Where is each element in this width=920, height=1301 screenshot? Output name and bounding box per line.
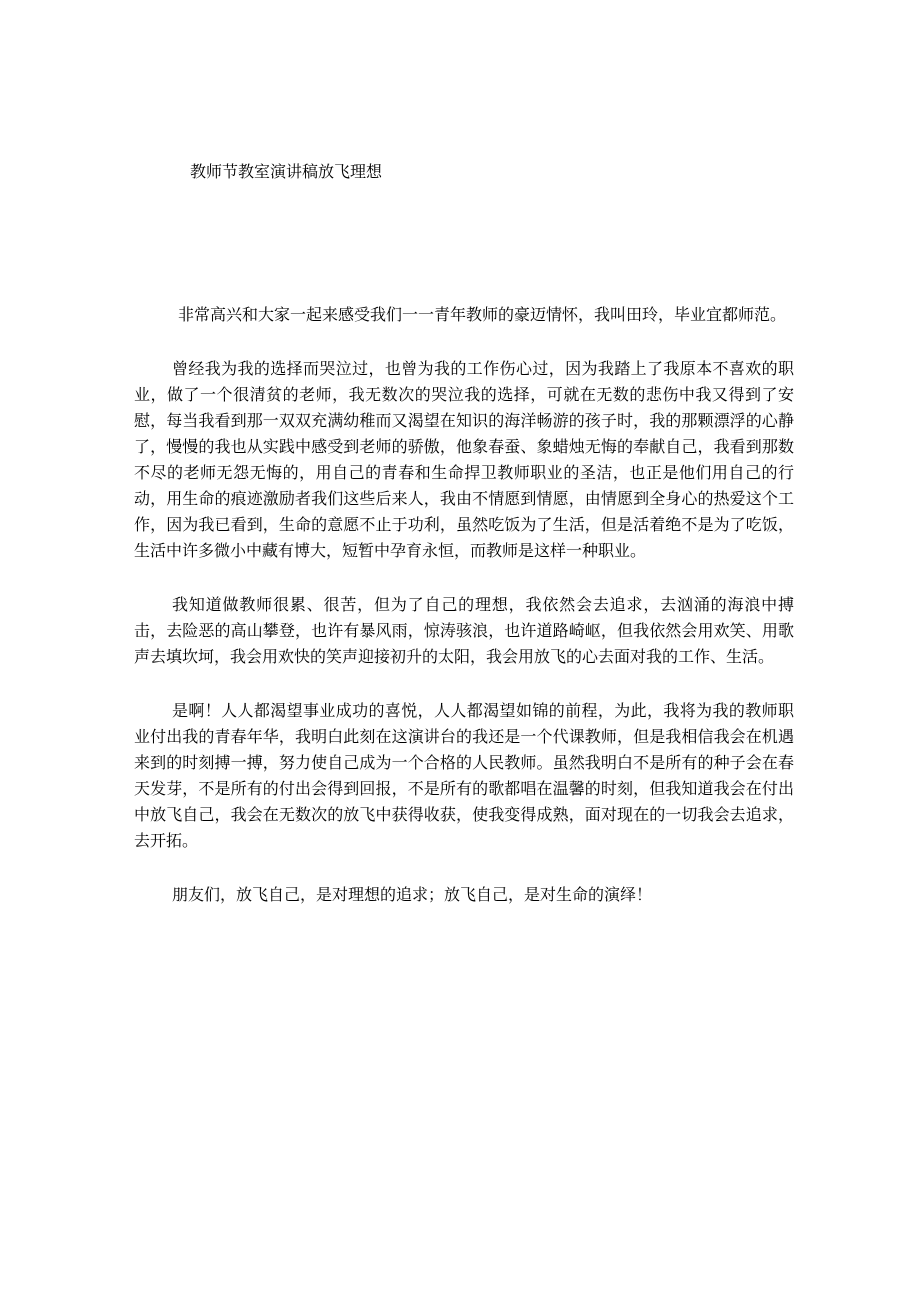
paragraph-intro: 非常高兴和大家一起来感受我们一一青年教师的豪迈情怀，我叫田玲，毕业宜都师范。 <box>178 305 787 324</box>
paragraph-choice: 曾经我为我的选择而哭泣过，也曾为我的工作伤心过，因为我踏上了我原本不喜欢的职业，做了一个很清贫的老师，我无数次的哭泣我的选择，可就在无数的悲伤中我又得到了安慰，每当我看到那一双双充满幼稚而又渴望在知识的海洋畅游的孩子时，我的那颗漂浮的心静了，慢慢的我也从实践中感受到老师的骄傲，他象春蚕、象蜡烛无悔的奉献自己，我看到那数不尽的老师无怨无悔的，用自己的青春和生命捍卫教师职业的圣洁，也正是他们用自己的行动，用生命的痕迹激励者我们这些后来人，我由不情愿到情愿，由情愿到全身心的热爱这个工作，因为我已看到，生命的意愿不止于功利，虽然吃饭为了生活，但是活着绝不是为了吃饭，生活中许多微小中藏有博大，短暂中孕育永恒，而教师是这样一种职业。 <box>134 359 794 560</box>
paragraph-closing: 朋友们，放飞自己，是对理想的追求；放飞自己，是对生命的演绎！ <box>172 885 653 904</box>
paragraph-pursuit: 我知道做教师很累、很苦，但为了自己的理想，我依然会去追求，去汹涌的海浪中搏击，去险恶的高山攀登，也许有暴风雨，惊涛骇浪，也许道路崎岖，但我依然会用欢笑、用歌声去填坎坷，我会用欢快的笑声迎接初升的太阳，我会用放飞的心去面对我的工作、生活。 <box>134 595 794 666</box>
document-title: 教师节教室演讲稿放飞理想 <box>190 162 383 181</box>
paragraph-aspiration: 是啊！人人都渴望事业成功的喜悦，人人都渴望如锦的前程，为此，我将为我的教师职业付出我的青春年华，我明白此刻在这演讲台的我还是一个代课教师，但是我相信我会在机遇来到的时刻搏一搏，努力使自己成为一个合格的人民教师。虽然我明白不是所有的种子会在春天发芽，不是所有的付出会得到回报，不是所有的歌都唱在温馨的时刻，但我知道我会在付出中放飞自己，我会在无数次的放飞中获得收获，使我变得成熟，面对现在的一切我会去追求，去开拓。 <box>134 701 794 850</box>
document-body <box>134 302 794 936</box>
